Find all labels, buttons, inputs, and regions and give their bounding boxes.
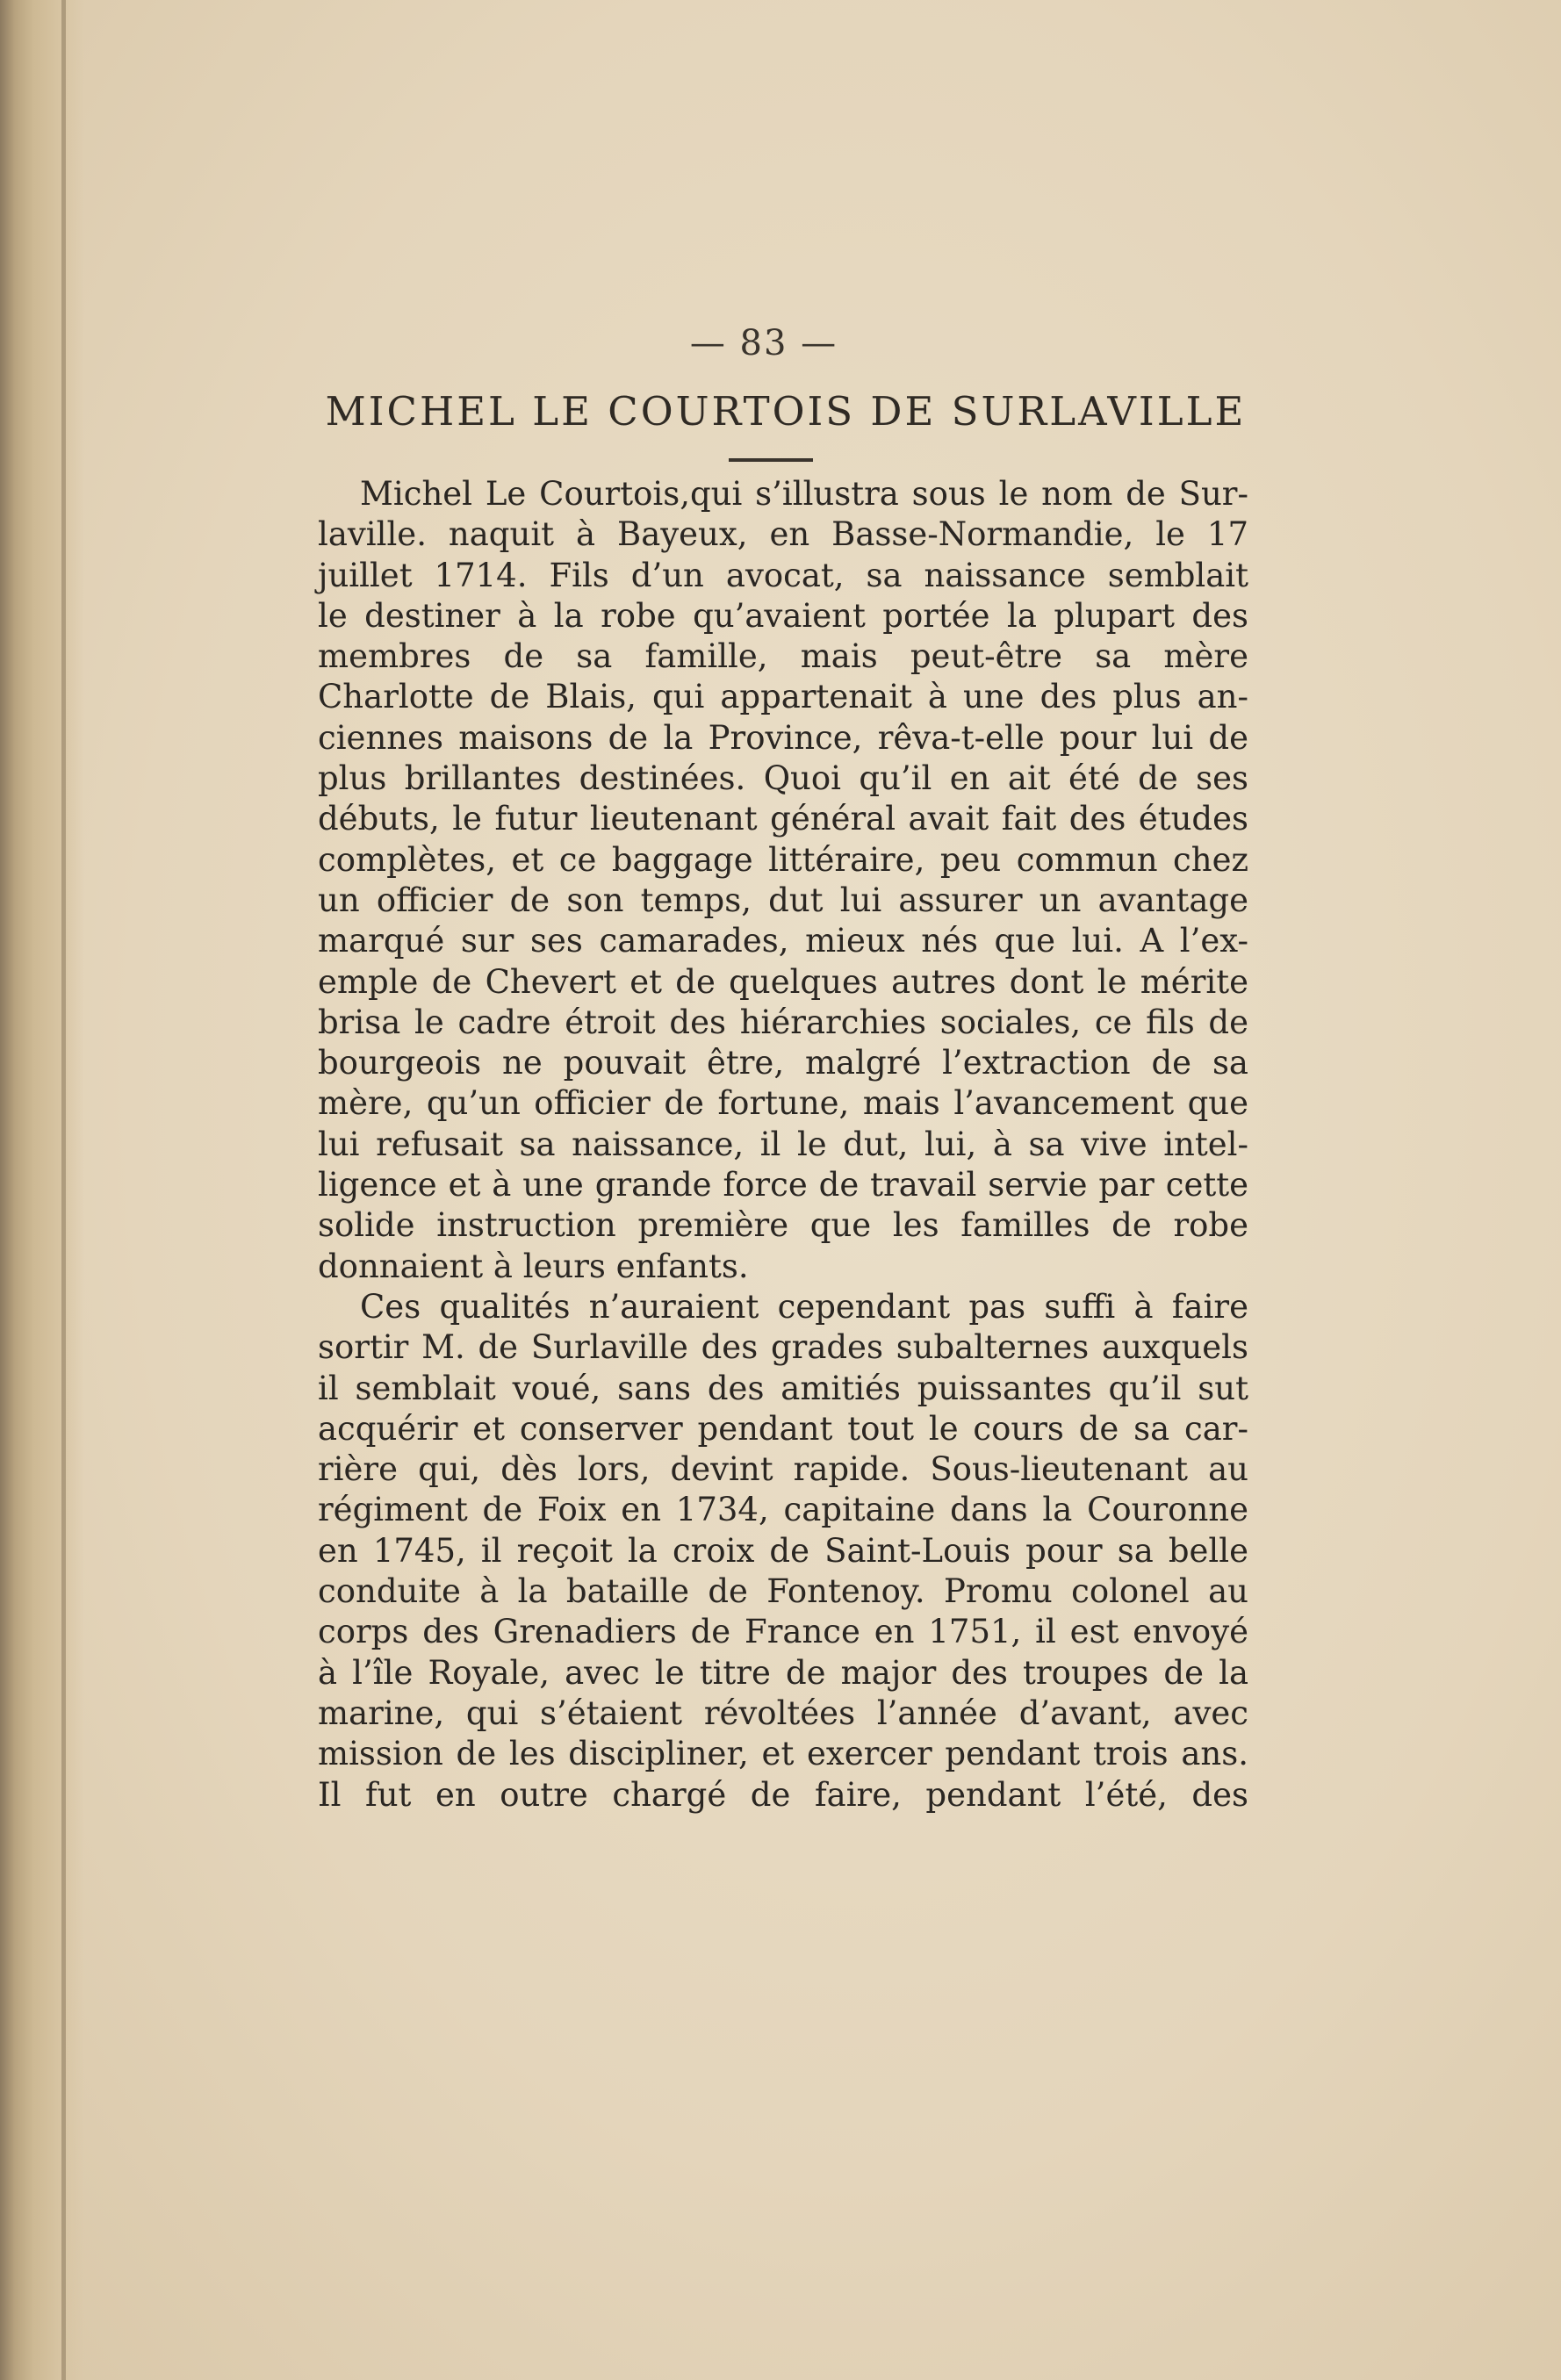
text-line: à l’île Royale, avec le titre de major des troupes de la (318, 1653, 1248, 1692)
text-line: un officier de son temps, dut lui assurer un avantage (318, 881, 1248, 919)
text-line: en 1745, il reçoit la croix de Saint-Louis pour sa belle (318, 1531, 1248, 1570)
text-line: juillet 1714. Fils d’un avocat, sa naissance semblait (318, 556, 1248, 594)
text-line: Charlotte de Blais, qui appartenait à une des plus an- (318, 678, 1248, 716)
text-line: complètes, et ce baggage littéraire, peu commun chez (318, 840, 1248, 879)
text-line: plus brillantes destinées. Quoi qu’il en ait été de ses (318, 759, 1248, 798)
title-rule (729, 458, 813, 462)
binding-edge (61, 0, 66, 2380)
text-line: sortir M. de Surlaville des grades subalternes auxquels (318, 1328, 1248, 1367)
text-line: emple de Chevert et de quelques autres dont le mérite (318, 962, 1248, 1001)
text-line: Il fut en outre chargé de faire, pendant l’été, des (318, 1775, 1248, 1814)
text-line: ciennes maisons de la Province, rêva-t-elle pour lui de (318, 718, 1248, 757)
text-line: Ces qualités n’auraient cependant pas suffi à faire (360, 1287, 1248, 1326)
text-line: régiment de Foix en 1734, capitaine dans la Couronne (318, 1491, 1248, 1529)
text-line: conduite à la bataille de Fontenoy. Promu colonel au (318, 1572, 1248, 1611)
text-line: ligence et à une grande force de travail servie par cette (318, 1166, 1248, 1204)
text-line: mère, qu’un officier de fortune, mais l’avancement que (318, 1084, 1248, 1123)
chapter-title: MICHEL LE COURTOIS DE SURLAVILLE (325, 388, 1247, 435)
text-line: corps des Grenadiers de France en 1751, il est envoyé (318, 1613, 1248, 1651)
text-line: débuts, le futur lieutenant général avait fait des études (318, 800, 1248, 838)
text-line: mission de les discipliner, et exercer pendant trois ans. (318, 1735, 1248, 1773)
binding-gutter (0, 0, 84, 2380)
text-line: laville. naquit à Bayeux, en Basse-Normandie, le 17 (318, 515, 1248, 554)
text-line: acquérir et conserver pendant tout le cours de sa car- (318, 1409, 1248, 1448)
text-line: il semblait voué, sans des amitiés puissantes qu’il sut (318, 1369, 1248, 1407)
page-number: — 83 — (689, 323, 838, 363)
text-line: marine, qui s’étaient révoltées l’année d’avant, avec (318, 1693, 1248, 1732)
text-line: bourgeois ne pouvait être, malgré l’extraction de sa (318, 1044, 1248, 1082)
text-line: Michel Le Courtois,qui s’illustra sous le nom de Sur- (360, 475, 1248, 513)
text-line: rière qui, dès lors, devint rapide. Sous-lieutenant au (318, 1450, 1248, 1489)
body-text (318, 474, 1248, 1816)
text-line: lui refusait sa naissance, il le dut, lui, à sa vive intel- (318, 1125, 1248, 1163)
text-line: le destiner à la robe qu’avaient portée la plupart des (318, 596, 1248, 635)
text-line: solide instruction première que les familles de robe (318, 1206, 1248, 1245)
text-line: brisa le cadre étroit des hiérarchies sociales, ce fils de (318, 1003, 1248, 1041)
text-line: membres de sa famille, mais peut-être sa mère (318, 637, 1248, 676)
text-line: marqué sur ses camarades, mieux nés que lui. A l’ex- (318, 922, 1248, 960)
text-line: donnaient à leurs enfants. (318, 1247, 749, 1285)
